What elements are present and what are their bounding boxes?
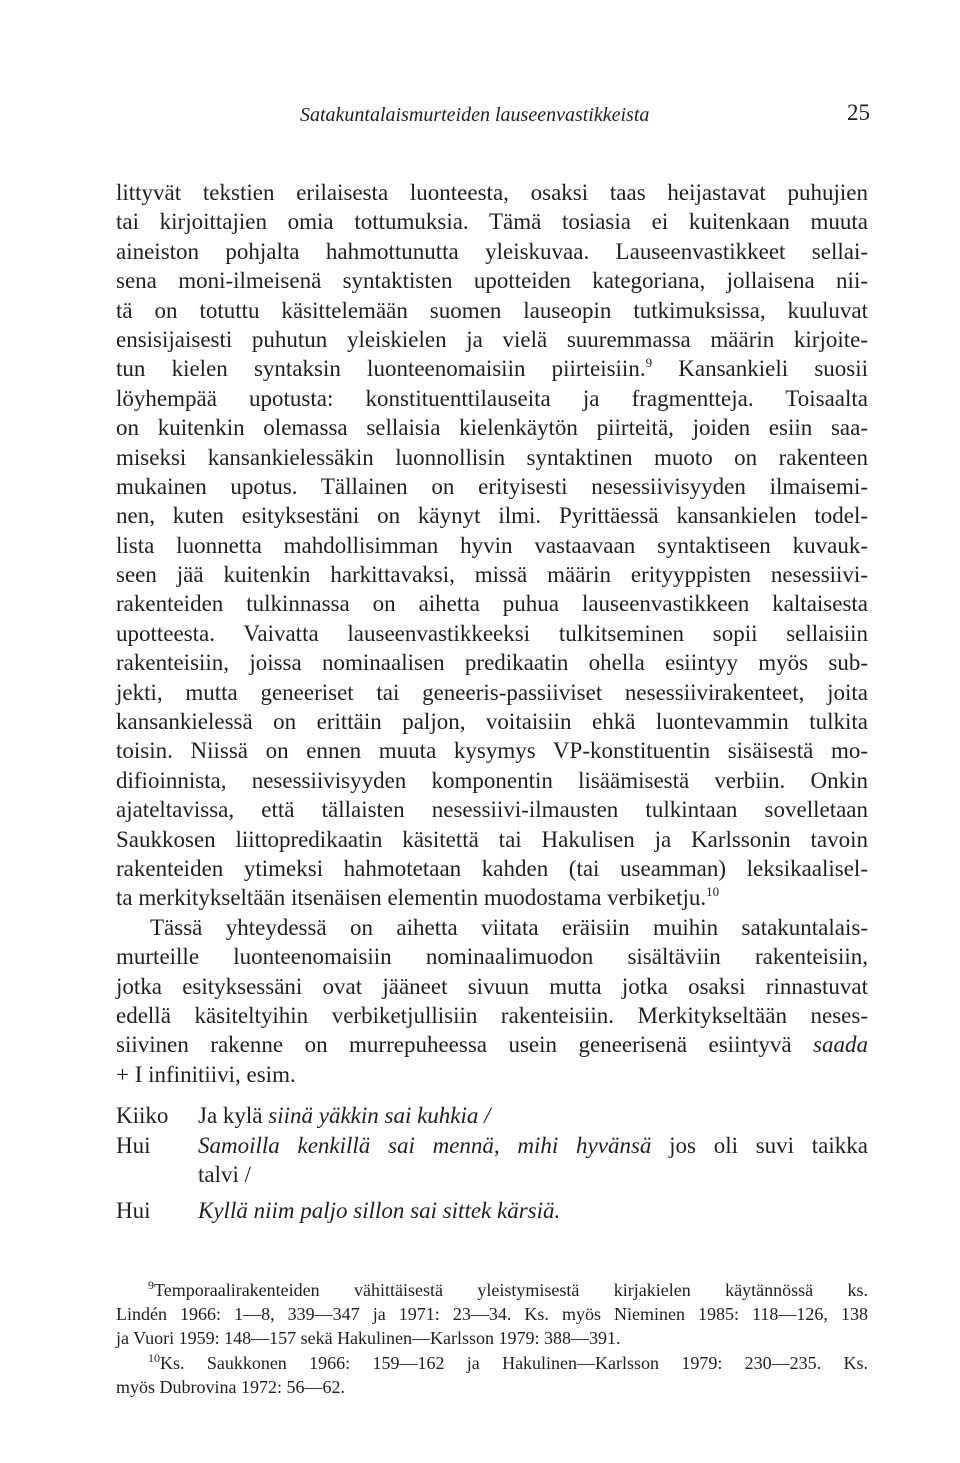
text-line: jekti, mutta geneeriset tai geneeris-passiiviset nesessiivirakenteet, joita: [116, 679, 868, 705]
footnotes: [116, 1278, 868, 1399]
text-line: mukainen upotus. Tällainen on erityisesti nesessiivisyyden ilmaisemi-: [116, 473, 868, 499]
example-speaker: Hui: [116, 1132, 151, 1158]
text-line: [116, 354, 868, 383]
text-line: kansankielessä on erittäin paljon, voitaisiin ehkä luontevammin tulkita: [116, 709, 868, 735]
text-segment: siivinen rakenne on murrepuheessa usein geneerisenä esiintyvä: [116, 1032, 814, 1058]
example-italic: Kyllä niim paljo sillon sai sittek kärsiä.: [198, 1197, 561, 1223]
italic-term: saada: [813, 1032, 868, 1058]
text-line: + I infinitiivi, esim.: [116, 1061, 296, 1087]
example-italic: siinä yäkkin sai kuhkia /: [268, 1103, 491, 1128]
text-line: ajateltavissa, että tällaisten nesessiivi-ilmausten tulkintaan sovelletaan: [116, 797, 868, 823]
footnote-line: ja Vuori 1959: 148—157 sekä Hakulinen—Karlsson 1979: 388—391.: [116, 1328, 621, 1349]
example-plain: Ja kylä: [198, 1103, 269, 1128]
text-line: nen, kuten esityksestäni on käynyt ilmi. Pyrittäessä kansankielen todel-: [116, 503, 868, 529]
footnote-line: Lindén 1966: 1—8, 339—347 ja 1971: 23—34. Ks. myös Nieminen 1985: 118—126, 138: [116, 1304, 868, 1325]
footnote-number: 10: [148, 1350, 160, 1365]
text-line: on kuitenkin olemassa sellaisia kielenkäytön piirteitä, joiden esiin saa-: [116, 415, 868, 441]
page-number: 25: [847, 100, 870, 125]
text-line: seen jää kuitenkin harkittavaksi, missä määrin erityyppisten nesessiivi-: [116, 562, 868, 588]
footnote-text: Ks. Saukkonen 1966: 159—162 ja Hakulinen—Karlsson 1979: 230—235. Ks.: [160, 1352, 868, 1373]
text-line: tä on totuttu käsittelemään suomen lauseopin tutkimuksissa, kuuluvat: [116, 297, 868, 323]
dialect-examples: [116, 1101, 868, 1225]
text-line: [116, 1030, 868, 1059]
footnote-line: [116, 1278, 868, 1302]
text-line: sena moni-ilmeisenä syntaktisten upotteiden kategoriana, jollaisena nii-: [116, 268, 868, 294]
text-line: jotka esityksessäni ovat jääneet sivuun mutta jotka osaksi rinnastuvat: [116, 973, 868, 999]
text-line: upotteesta. Vaivatta lauseenvastikkeeksi tulkitseminen sopii sellaisiin: [116, 620, 868, 646]
text-line: tai kirjoittajien omia tottumuksia. Tämä tosiasia ei kuitenkaan muuta: [116, 209, 868, 235]
text-line: rakenteiden tulkinnassa on aihetta puhua lauseenvastikkeen kaltaisesta: [116, 591, 868, 617]
example-row: [116, 1196, 868, 1226]
example-line: talvi /: [198, 1162, 252, 1188]
footnote-ref-9: 9: [645, 355, 653, 371]
text-line: [116, 883, 868, 912]
example-plain: jos oli suvi taikka: [651, 1132, 868, 1158]
footnote-ref-10: 10: [706, 884, 720, 900]
example-text: [198, 1101, 868, 1131]
text-line: difioinnista, nesessiivisyyden komponentin lisäämisestä verbiin. Onkin: [116, 767, 868, 793]
footnote-text: Temporaalirakenteiden vähittäisestä yleistymisestä kirjakielen käytännössä ks.: [154, 1280, 868, 1300]
example-text: [198, 1196, 868, 1226]
text-line: toisin. Niissä on ennen muuta kysymys VP-konstituentin sisäisestä mo-: [116, 738, 868, 764]
footnote-line: myös Dubrovina 1972: 56—62.: [116, 1376, 345, 1397]
body-text: [116, 178, 868, 1089]
text-line: Saukkosen liittopredikaatin käsitettä tai Hakulisen ja Karlssonin tavoin: [116, 826, 868, 852]
text-line: rakenteiden ytimeksi hahmotetaan kahden (tai useamman) leksikaalisel-: [116, 855, 868, 881]
example-italic: Samoilla kenkillä sai mennä, mihi hyvänsä: [198, 1132, 652, 1158]
text-line: aineiston pohjalta hahmottunutta yleiskuvaa. Lauseenvastikkeet sellai-: [116, 238, 868, 264]
text-line: rakenteisiin, joissa nominaalisen predikaatin ohella esiintyy myös sub-: [116, 650, 868, 676]
footnote-number: 9: [148, 1278, 154, 1292]
example-speaker: Kiiko: [116, 1103, 169, 1128]
text-line: Tässä yhteydessä on aihetta viitata eräisiin muihin satakuntalais-: [150, 914, 868, 940]
text-line: ensisijaisesti puhutun yleiskielen ja vielä suuremmassa määrin kirjoite-: [116, 326, 868, 352]
text-line: edellä käsiteltyihin verbiketjullisiin rakenteisiin. Merkitykseltään neses-: [116, 1002, 868, 1028]
footnote-line: [116, 1351, 868, 1375]
example-line: [198, 1131, 868, 1161]
text-segment: ta merkitykseltään itsenäisen elementin muodostama verbiketju.: [116, 885, 707, 911]
text-line: lista luonnetta mahdollisimman hyvin vastaavaan syntaktiseen kuvauk-: [116, 532, 868, 558]
example-row: [116, 1101, 868, 1131]
text-segment: tun kielen syntaksin luonteenomaisiin piirteisiin.: [116, 356, 646, 382]
text-segment: Kansankieli suosii: [652, 356, 868, 382]
text-line: murteille luonteenomaisiin nominaalimuodon sisältäviin rakenteisiin,: [116, 944, 868, 970]
example-text: [198, 1131, 868, 1190]
running-title: Satakuntalaismurteiden lauseenvastikkeista: [300, 104, 650, 126]
text-line: littyvät tekstien erilaisesta luonteesta, osaksi taas heijastavat puhujien: [116, 180, 868, 205]
example-speaker: Hui: [116, 1197, 151, 1223]
text-line: löyhempää upotusta: konstituenttilauseita ja fragmentteja. Toisaalta: [116, 385, 868, 411]
example-row: [116, 1131, 868, 1190]
text-line: miseksi kansankielessäkin luonnollisin syntaktinen muoto on rakenteen: [116, 444, 868, 470]
